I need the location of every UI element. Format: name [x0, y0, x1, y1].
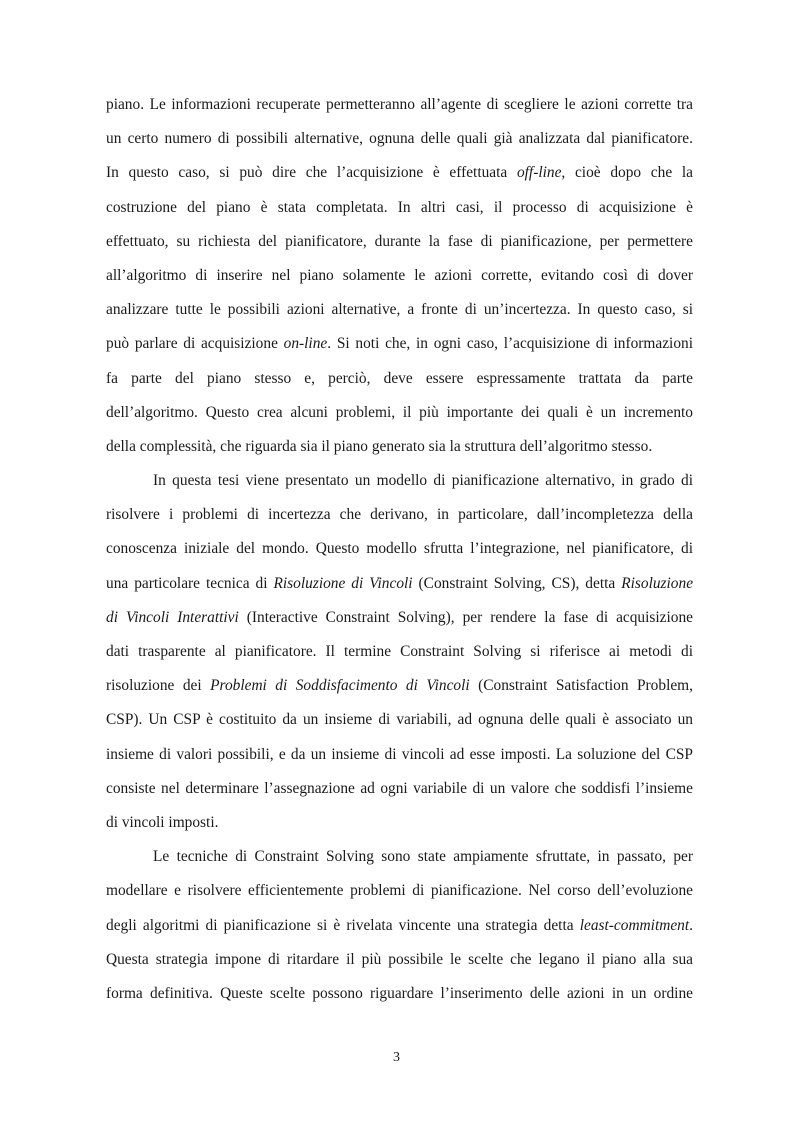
text-segment: della complessità, che riguarda sia il piano generato sia la struttura dell’algoritmo stesso. [106, 437, 653, 455]
text-segment: dell’algoritmo. Questo crea alcuni problemi, il più importante dei quali è un incremento [106, 403, 693, 421]
text-line [106, 225, 693, 259]
text-segment: conoscenza iniziale del mondo. Questo modello sfrutta l’integrazione, nel pianificatore, di [106, 540, 693, 558]
text-segment: In questo caso, si può dire che l’acquisizione è effettuata [106, 164, 517, 182]
text-segment: può parlare di acquisizione [106, 335, 284, 353]
text-line [106, 430, 693, 464]
text-line [106, 88, 693, 122]
text-line [106, 156, 693, 190]
text-line [106, 772, 693, 806]
text-line [106, 191, 693, 225]
italic-term: Problemi di Soddisfacimento di Vincoli [210, 677, 470, 695]
text-segment: fa parte del piano stesso e, perciò, deve essere espressamente trattata da parte [106, 369, 693, 387]
text-segment: insieme di valori possibili, e da un insieme di vincoli ad esse imposti. La soluzione del CSP [106, 745, 693, 763]
text-line [106, 122, 693, 156]
text-segment: modellare e risolvere efficientemente problemi di pianificazione. Nel corso dell’evoluzione [106, 882, 693, 900]
text-segment: piano. Le informazioni recuperate permetteranno all’agente di scegliere le azioni corrette tra [106, 96, 693, 113]
text-segment: all’algoritmo di inserire nel piano solamente le azioni corrette, evitando così di dover [106, 266, 693, 284]
italic-term: on-line [283, 335, 328, 353]
text-segment: . Si noti che, in ogni caso, l’acquisizione di informazioni [327, 335, 693, 353]
text-line [106, 532, 693, 566]
text-line [106, 669, 693, 703]
italic-term: off-line [516, 164, 562, 182]
text-segment: . [689, 916, 693, 934]
text-line [106, 362, 693, 396]
italic-term: Risoluzione [621, 574, 694, 592]
text-segment: , cioè dopo che la [561, 164, 693, 182]
text-line [106, 909, 693, 943]
text-line [106, 567, 693, 601]
text-line [106, 977, 693, 1011]
text-segment: risoluzione dei [106, 677, 211, 695]
text-segment: (Constraint Solving, CS), detta [412, 574, 622, 592]
text-segment: consiste nel determinare l’assegnazione ad ogni variabile di un valore che soddisfi l’insieme [106, 779, 693, 797]
text-line [106, 464, 693, 498]
text-segment: dati trasparente al pianificatore. Il termine Constraint Solving si riferisce ai metodi di [106, 643, 693, 660]
text-line [106, 293, 693, 327]
text-segment: In questa tesi viene presentato un modello di pianificazione alternativo, in grado di [153, 472, 693, 490]
text-segment: un certo numero di possibili alternative, ognuna delle quali già analizzata dal pianificatore. [106, 130, 693, 148]
italic-term: di Vincoli Interattivi [106, 608, 239, 626]
text-line [106, 806, 693, 840]
text-segment: (Interactive Constraint Solving), per rendere la fase di acquisizione [238, 608, 693, 626]
text-segment: effettuato, su richiesta del pianificatore, durante la fase di pianificazione, per permettere [106, 232, 693, 250]
text-line [106, 738, 693, 772]
text-line [106, 396, 693, 430]
text-segment: (Constraint Satisfaction Problem, [469, 677, 693, 695]
text-line [106, 635, 693, 669]
text-line [106, 943, 693, 977]
page-body [106, 88, 693, 1011]
text-line [106, 874, 693, 908]
text-segment: analizzare tutte le possibili azioni alternative, a fronte di un’incertezza. In questo caso, si [106, 301, 693, 319]
text-segment: forma definitiva. Queste scelte possono riguardare l’inserimento delle azioni in un ordine [106, 984, 693, 1002]
text-segment: Questa strategia impone di ritardare il più possibile le scelte che legano il piano alla sua [106, 950, 693, 968]
text-line [106, 259, 693, 293]
text-segment: costruzione del piano è stata completata. In altri casi, il processo di acquisizione è [106, 198, 693, 216]
text-line [106, 703, 693, 737]
text-line [106, 601, 693, 635]
text-segment: una particolare tecnica di [106, 574, 274, 592]
text-segment: CSP). Un CSP è costituito da un insieme di variabili, ad ognuna delle quali è associato un [106, 711, 693, 729]
text-segment: degli algoritmi di pianificazione si è rivelata vincente una strategia detta [106, 916, 580, 934]
text-segment: di vincoli imposti. [106, 813, 219, 831]
text-segment: Le tecniche di Constraint Solving sono state ampiamente sfruttate, in passato, per [153, 848, 693, 866]
italic-term: Risoluzione di Vincoli [273, 574, 413, 592]
text-segment: risolvere i problemi di incertezza che derivano, in particolare, dall’incompletezza della [106, 506, 693, 524]
italic-term: least-commitment [579, 916, 690, 934]
text-line [106, 327, 693, 361]
text-line [106, 498, 693, 532]
text-line [106, 840, 693, 874]
page-number: 3 [393, 1050, 400, 1065]
